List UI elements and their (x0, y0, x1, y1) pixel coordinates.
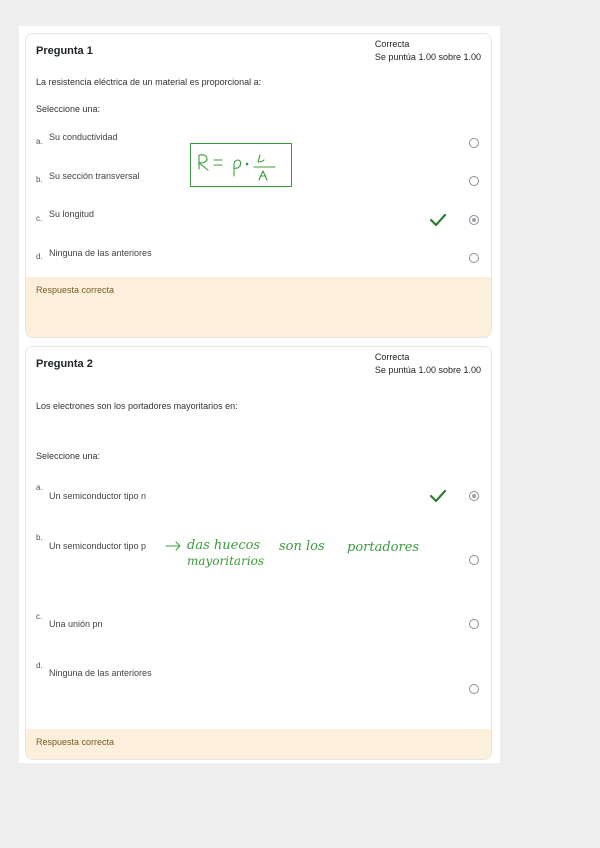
option-letter: c. (36, 214, 43, 223)
handwritten-formula (190, 143, 293, 188)
select-prompt: Seleccione una: (36, 104, 101, 114)
option-radio[interactable] (469, 138, 479, 148)
select-prompt: Seleccione una: (36, 451, 101, 461)
option-letter: b. (36, 533, 43, 542)
state-label: Correcta (374, 39, 410, 49)
option-letter: b. (36, 175, 43, 184)
option-radio[interactable] (469, 491, 479, 501)
svg-text:portadores: portadores (347, 540, 420, 555)
option-text: Su conductividad (49, 132, 118, 142)
question-title: Pregunta 1 (36, 45, 93, 57)
option-radio[interactable] (469, 215, 479, 225)
option-text: Su sección transversal (49, 171, 140, 181)
grade-label: Se puntúa 1.00 sobre 1.00 (374, 52, 481, 62)
svg-text:das huecos: das huecos (187, 538, 261, 553)
svg-text:mayoritarios: mayoritarios (187, 554, 265, 568)
handwritten-note (163, 534, 423, 570)
option-radio[interactable] (469, 619, 479, 629)
grade-label: Se puntúa 1.00 sobre 1.00 (374, 365, 481, 375)
option-text: Un semiconductor tipo p (49, 541, 147, 551)
option-letter: d. (36, 661, 43, 670)
option-radio[interactable] (469, 176, 479, 186)
svg-text:son los: son los (279, 539, 325, 554)
question-text: Los electrones son los portadores mayoritarios en: (36, 401, 238, 411)
option-letter: a. (36, 137, 43, 146)
state-label: Correcta (374, 352, 410, 362)
option-text: Una unión pn (49, 619, 103, 629)
option-text: Su longitud (49, 209, 95, 219)
check-icon (430, 490, 446, 502)
option-radio[interactable] (469, 684, 479, 694)
question-state (375, 351, 481, 377)
option-letter: d. (36, 252, 43, 261)
question-title: Pregunta 2 (36, 358, 93, 370)
option-radio[interactable] (469, 253, 479, 263)
option-text: Ninguna de las anteriores (49, 248, 152, 258)
question-text: La resistencia eléctrica de un material es proporcional a: (36, 77, 262, 87)
option-letter: c. (36, 612, 43, 621)
check-icon (430, 214, 446, 226)
feedback-text: Respuesta correcta (36, 285, 115, 295)
option-letter: a. (36, 483, 43, 492)
feedback-text: Respuesta correcta (36, 737, 115, 747)
option-text: Ninguna de las anteriores (49, 668, 152, 678)
feedback-box (26, 729, 491, 760)
feedback-box (26, 277, 491, 338)
question-state (375, 38, 481, 64)
option-radio[interactable] (469, 555, 479, 565)
option-text: Un semiconductor tipo n (49, 491, 147, 501)
